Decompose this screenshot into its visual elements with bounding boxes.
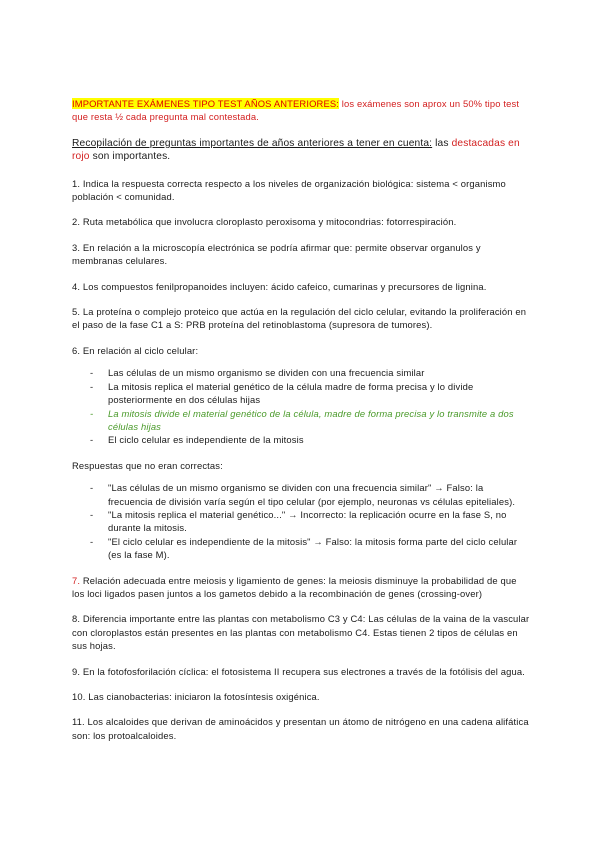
list-item [72,380,530,407]
bullet-dash: - [90,482,94,494]
bullet-dash: - [90,367,94,379]
exam-note [72,97,530,124]
explanation-text: "Las células de un mismo organismo se dividen con una frecuencia similar" → Falso: la frecuencia de división varía según el tipo celular (por ejemplo, neuronas vs células epiteliales). [108,482,516,507]
bullet-dash: - [90,434,94,446]
question-6-options [72,366,530,446]
question-5: 5. La proteína o complejo proteico que actúa en la regulación del ciclo celular, evitando la proliferación en el paso de la fase C1 a S: PRB proteína del retinoblastoma (supresora de tumores). [72,306,527,331]
question-2: 2. Ruta metabólica que involucra cloroplasto peroxisoma y mitocondrias: fotorrespiración. [72,216,457,228]
bullet-dash: - [90,535,94,547]
list-item [72,433,530,446]
list-item-correct [72,407,530,434]
question-7-text: Relación adecuada entre meiosis y ligamiento de genes: la meiosis disminuye la probabilidad de que los loci ligados pasen juntos a los gametos debido a la recombinación de genes (crossing-over) [72,574,517,599]
question-3: 3. En relación a la microscopía electrónica se podría afirmar que: permite observar organulos y membranas celulares. [72,241,481,267]
list-item [72,481,530,508]
bullet-dash: - [90,380,94,392]
question-8: 8. Diferencia importante entre las plantas con metabolismo C3 y C4: Las células de la vaina de la vascular con cloroplastos están presentes en las plantas con metabolismo C4. Estas tienen 2 tipos de células en sus hojas. [72,613,530,652]
important-highlight: IMPORTANTE EXÁMENES TIPO TEST AÑOS ANTERIORES: [72,98,340,109]
list-item [72,508,530,535]
question-1: 1. Indica la respuesta correcta respecto a los niveles de organización biológica: sistema < organismo población < comunidad. [72,177,506,203]
question-4: 4. Los compuestos fenilpropanoides incluyen: ácido cafeico, cumarinas y precursores de lignina. [72,280,487,292]
option-text: El ciclo celular es independiente de la mitosis [108,434,304,446]
exam-format-note: los exámenes son aprox un 50% tipo test que resta ½ cada pregunta mal contestada. [72,98,520,123]
incorrect-list [72,481,530,561]
bullet-dash: - [90,407,94,419]
bullet-dash: - [90,508,94,520]
question-7 [72,574,530,601]
list-item [72,535,530,562]
question-6-title: 6. En relación al ciclo celular: [72,344,199,356]
explanation-text: "El ciclo celular es independiente de la mitosis" → Falso: la mitosis forma parte del ciclo celular (es la fase M). [108,535,518,561]
incorrect-title: Respuestas que no eran correctas: [72,459,223,471]
intro-pre: las [435,137,449,149]
document-content [72,97,530,754]
question-10: 10. Las cianobacterias: iniciaron la fotosíntesis oxigénica. [72,691,320,702]
intro-underlined: Recopilación de preguntas importantes de años anteriores a tener en cuenta: [72,137,433,149]
list-item [72,366,530,379]
option-text: Las células de un mismo organismo se dividen con una frecuencia similar [108,367,425,379]
question-9: 9. En la fotofosforilación cíclica: el fotosistema II recupera sus electrones a través de la fotólisis del agua. [72,665,525,677]
intro-red: destacadas en rojo [72,137,520,163]
intro-post: son importantes. [92,151,171,163]
option-text: La mitosis divide el material genético de la célula, madre de forma precisa y lo transmite a dos células hijas [108,407,514,432]
option-text: La mitosis replica el material genético de la célula madre de forma precisa y lo divide posteriormente en dos células hijas [108,380,474,406]
question-11: 11. Los alcaloides que derivan de aminoácidos y presentan un átomo de nitrógeno en una cadena alifática son: los protoalcaloides. [72,716,529,741]
question-7-number: 7. [72,574,81,586]
explanation-text: "La mitosis replica el material genético..." → Incorrecto: la replicación ocurre en la fase S, no durante la mitosis. [108,508,507,534]
intro-heading [72,137,530,164]
